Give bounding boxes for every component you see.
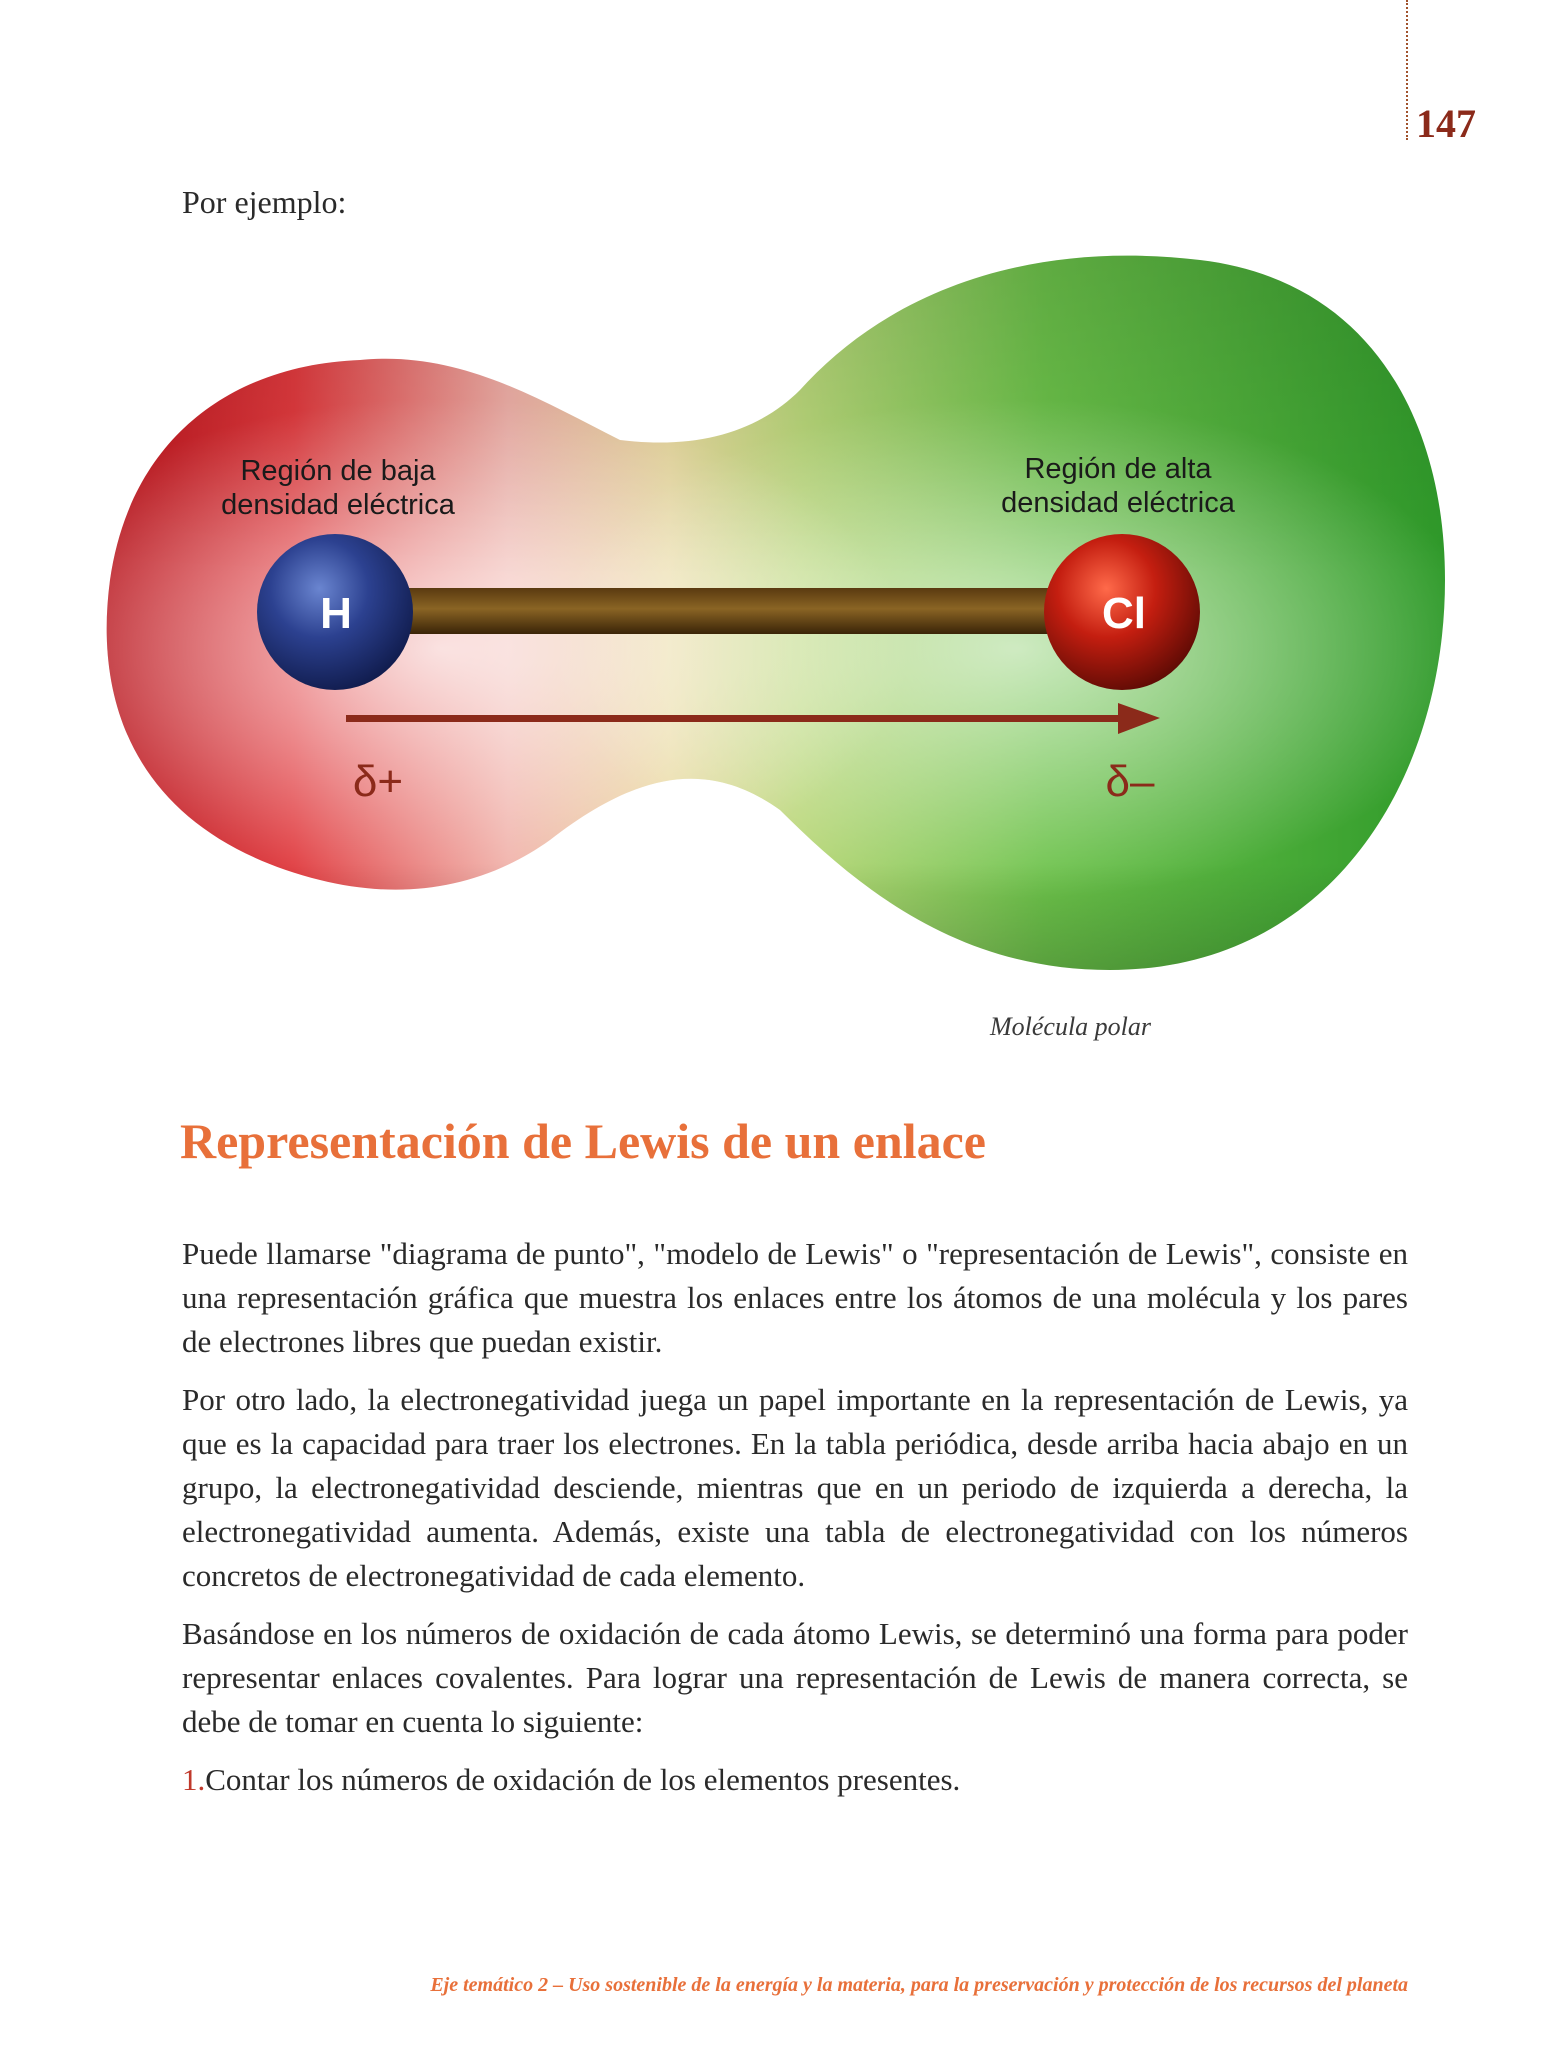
list-item [182, 1758, 1408, 1802]
list-item-number: 1. [182, 1762, 206, 1797]
low-density-label-line1: Región de baja [240, 455, 436, 487]
partial-positive-charge: δ+ [352, 757, 404, 806]
high-density-label-line1: Región de alta [1024, 453, 1212, 485]
section-body [182, 1232, 1408, 1802]
paragraph-3: Basándose en los números de oxidación de cada átomo Lewis, se determinó una forma para poder representar enlaces covalentes. Para lograr una representación de Lewis de manera correcta, se debe de tomar en cuenta lo siguiente: [182, 1616, 1408, 1739]
page-margin-rule [1406, 0, 1408, 140]
page-footer: Eje temático 2 – Uso sostenible de la energía y la materia, para la preservación y protección de los recursos del planeta [430, 1974, 1408, 1996]
figure-caption: Molécula polar [990, 1012, 1152, 1041]
low-density-label-line2: densidad eléctrica [221, 489, 455, 521]
list-item-text: Contar los números de oxidación de los elementos presentes. [205, 1762, 961, 1797]
intro-text: Por ejemplo: [182, 184, 347, 220]
chlorine-symbol: Cl [1102, 589, 1146, 638]
hydrogen-symbol: H [320, 589, 352, 638]
page-number: 147 [1416, 101, 1476, 146]
paragraph-1: Puede llamarse "diagrama de punto", "modelo de Lewis" o "representación de Lewis", consiste en una representación gráfica que muestra los enlaces entre los átomos de una molécula y los pares de electrones libres que puedan existir. [182, 1236, 1408, 1359]
polar-molecule-figure [100, 250, 1480, 980]
paragraph-2: Por otro lado, la electronegatividad juega un papel importante en la representación de Lewis, ya que es la capacidad para traer los electrones. En la tabla periódica, desde arriba hacia abajo en un grupo, la electronegatividad desciende, mientras que en un periodo de izquierda a derecha, la electronegatividad aumenta. Además, existe una tabla de electronegatividad con los números concretos de electronegatividad de cada elemento. [182, 1382, 1408, 1593]
partial-negative-charge: δ– [1105, 757, 1155, 806]
molecule-illustration [100, 250, 1480, 980]
high-density-label-line2: densidad eléctrica [1001, 487, 1235, 519]
section-title: Representación de Lewis de un enlace [180, 1113, 986, 1169]
dipole-arrow-shaft [346, 715, 1121, 722]
